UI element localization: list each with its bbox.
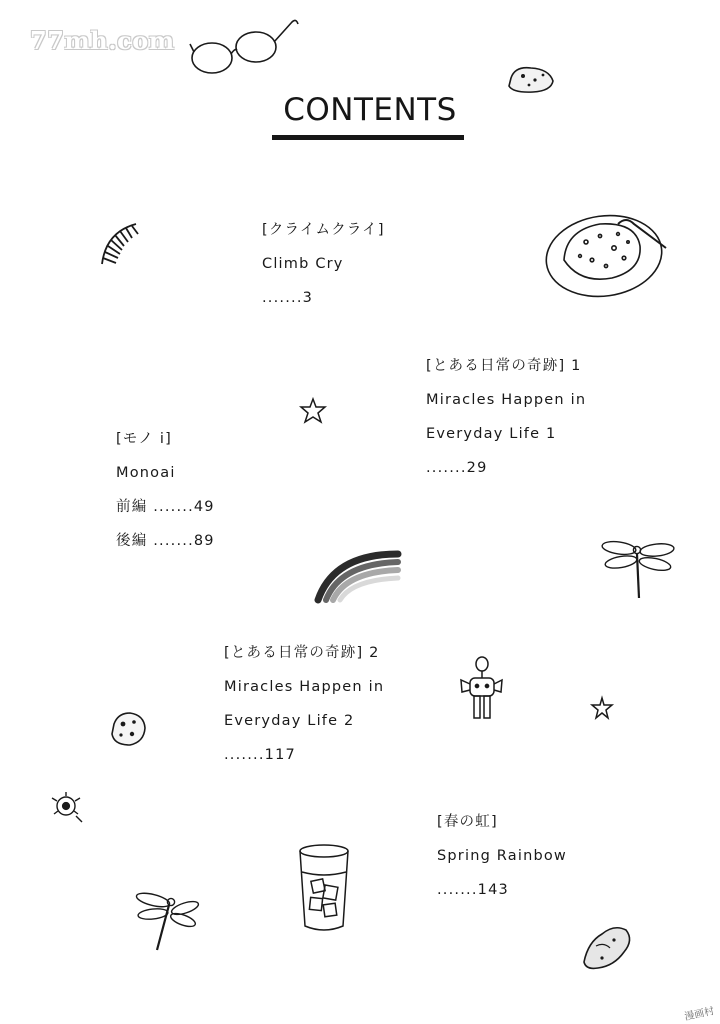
entry-english-title: Monoai	[116, 465, 176, 481]
toc-entry-climb-cry	[262, 213, 385, 315]
entry-english-title-line1: Miracles Happen in	[426, 392, 587, 408]
entry-japanese-title: [とある日常の奇跡] 2	[224, 645, 380, 661]
iced-drink-icon	[296, 842, 352, 936]
entry-page-number: .......3	[262, 290, 314, 306]
entry-page-number: .......117	[224, 747, 296, 763]
entry-japanese-title: [春の虹]	[437, 814, 498, 830]
page-title: CONTENTS	[283, 92, 457, 128]
toc-entry-monoai	[116, 422, 215, 558]
entry-japanese-title: [とある日常の奇跡] 1	[426, 358, 582, 374]
entry-japanese-title: [モノ i]	[116, 431, 173, 447]
star-icon	[590, 696, 614, 720]
title-underline	[272, 135, 464, 140]
eye-icon	[46, 790, 86, 826]
entry-page-number: .......29	[426, 460, 488, 476]
entry-part-1: 前編 .......49	[116, 499, 215, 515]
star-icon	[298, 397, 328, 425]
entry-english-title-line1: Miracles Happen in	[224, 679, 385, 695]
curry-plate-icon	[542, 204, 672, 304]
entry-page-number: .......143	[437, 882, 509, 898]
entry-japanese-title: [クライムクライ]	[262, 222, 385, 238]
glasses-icon	[188, 14, 302, 76]
corner-stamp: 漫画村	[683, 1005, 716, 1023]
charm-keychain-icon	[458, 656, 504, 726]
toc-entry-miracles-1	[426, 349, 586, 485]
watermark: 77mh.com	[30, 26, 175, 55]
cookie-icon	[108, 710, 148, 748]
entry-english-title: Spring Rainbow	[437, 848, 567, 864]
rock-icon	[580, 922, 634, 972]
entry-part-2: 後編 .......89	[116, 533, 215, 549]
entry-english-title-line2: Everyday Life 1	[426, 426, 557, 442]
entry-english-title-line2: Everyday Life 2	[224, 713, 355, 729]
rainbow-icon	[314, 548, 404, 604]
entry-english-title: Climb Cry	[262, 256, 344, 272]
pebble-icon	[505, 64, 555, 94]
eyelash-icon	[96, 220, 142, 268]
dragonfly-icon	[133, 888, 199, 954]
toc-entry-miracles-2	[224, 636, 384, 772]
toc-entry-spring-rainbow	[437, 805, 567, 907]
dragonfly-icon	[601, 536, 677, 602]
